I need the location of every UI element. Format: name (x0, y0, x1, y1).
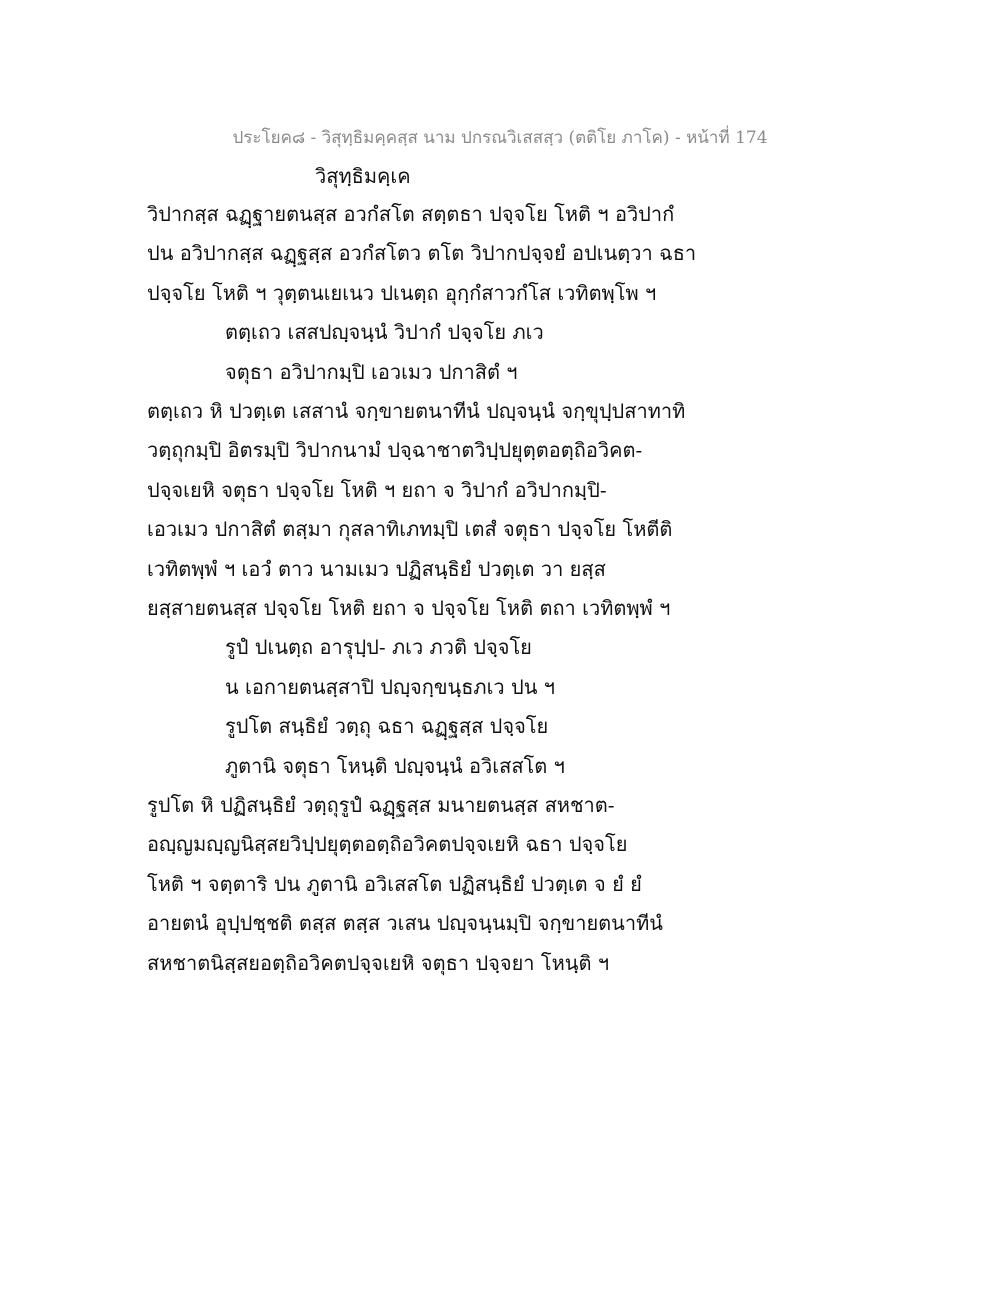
text-line: วิปากสฺส ฉฏฺฐายตนสฺส อวกํสโต สตฺตธา ปจฺจโย โหติ ฯ อวิปากํ (147, 202, 675, 226)
verse-line: จตุธา อวิปากมฺปิ เอวเมว ปกาสิตํ ฯ (225, 359, 518, 384)
text-line: ปน อวิปากสฺส ฉฏฺฐสฺส อวกํสโตว ตโต วิปากปจฺจยํ อปเนตฺวา ฉธา (147, 241, 697, 266)
text-line: รูปโต หิ ปฏิสนฺธิยํ วตฺถุรูปํ ฉฏฺฐสฺส มนายตนสฺส สหชาต- (147, 793, 615, 817)
verse-line: รูปํ ปเนตฺถ อารุปฺป- ภเว ภวติ ปจฺจโย (225, 635, 532, 660)
text-line: ปจฺจเยหิ จตุธา ปจฺจโย โหติ ฯ ยถา จ วิปากํ อวิปากมฺปิ- (147, 477, 607, 502)
text-line: ยสฺสายตนสฺส ปจฺจโย โหติ ยถา จ ปจฺจโย โหติ ตถา เวทิตพฺพํ ฯ (147, 596, 671, 620)
text-line: อายตนํ อุปฺปชฺชติ ตสฺส ตสฺส วเสน ปญฺจนฺนมฺปิ จกฺขายตนาทีนํ (147, 911, 663, 936)
text-line: วตฺถุกมฺปิ อิตรมฺปิ วิปากนามํ ปจฺฉาชาตวิปฺปยุตฺตอตฺถิอวิคต- (147, 438, 643, 463)
verse-line: รูปโต สนฺธิยํ วตฺถุ ฉธา ฉฏฺฐสฺส ปจฺจโย (225, 714, 549, 739)
text-line: อญฺญมญฺญนิสฺสยวิปฺปยุตฺตอตฺถิอวิคตปจฺจเยหิ ฉธา ปจฺจโย (147, 832, 628, 857)
verse-line: ตตฺเถว เสสปญฺจนฺนํ วิปากํ ปจฺจโย ภเว (225, 320, 544, 345)
text-line: ปจฺจโย โหติ ฯ วุตฺตนเยเนว ปเนตฺถ อุกฺกํสาวกํโส เวทิตพฺโพ ฯ (147, 280, 657, 305)
page-header: ประโยค๘ - วิสุทฺธิมคฺคสฺส นาม ปกรณวิเสสสฺว (ตติโย ภาโค) - หน้าที่ 174 (232, 128, 768, 148)
section-title: วิสุทฺธิมคฺเค (315, 164, 411, 188)
text-line: โหติ ฯ จตฺตาริ ปน ภูตานิ อวิเสสโต ปฏิสนฺธิยํ ปวตฺเต จ ยํ ยํ (147, 871, 642, 896)
text-line: เวทิตพฺพํ ฯ เอวํ ตาว นามเมว ปฏิสนฺธิยํ ปวตฺเต วา ยสฺส (147, 556, 606, 581)
verse-line: น เอกายตนสฺสาปิ ปญฺจกฺขนฺธภเว ปน ฯ (225, 674, 555, 699)
text-line: สหชาตนิสฺสยอตฺถิอวิคตปจฺจเยหิ จตุธา ปจฺจยา โหนฺติ ฯ (147, 950, 610, 975)
text-line: เอวเมว ปกาสิตํ ตสฺมา กุสลาทิเภทมฺปิ เตสํ จตุธา ปจฺจโย โหตีติ (147, 517, 673, 542)
verse-line: ภูตานิ จตุธา โหนฺติ ปญฺจนฺนํ อวิเสสโต ฯ (225, 753, 565, 778)
text-line: ตตฺเถว หิ ปวตฺเต เสสานํ จกฺขายตนาทีนํ ปญฺจนฺนํ จกฺขุปฺปสาทาทิ (147, 399, 686, 423)
